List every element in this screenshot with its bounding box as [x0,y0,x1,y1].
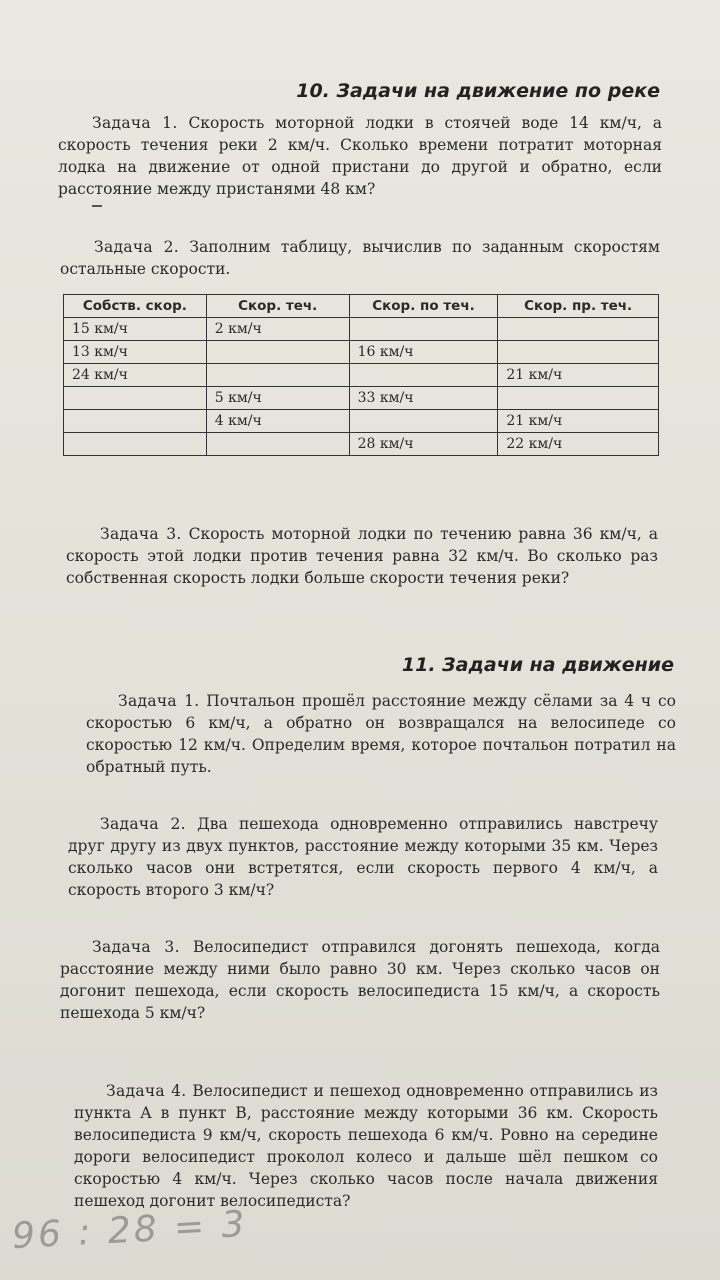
table-cell: 24 км/ч [64,364,207,387]
table-row [64,318,659,341]
task-label: Задача 2. [100,815,186,833]
table-cell [498,387,659,410]
task-label: Задача 3. [92,938,180,956]
table-cell: 21 км/ч [498,410,659,433]
section-11-task-4 [74,1080,658,1212]
task-label: Задача 3. [100,525,182,543]
task-text: Два пешехода одновременно отправились навстречу друг другу из двух пунктов, расстояние между которыми 35 км. Через сколько часов они встретятся, если скорость первого 4 км/ч, а скорость второго 3 км/ч? [68,815,658,899]
table-cell [206,364,349,387]
task-text: Почтальон прошёл расстояние между сёлами за 4 ч со скоростью 6 км/ч, а обратно он возвращался на велосипеде со скоростью 12 км/ч. Определим время, которое почтальон потратил на обратный путь. [86,692,676,776]
section-10-task-1 [58,112,662,200]
task-label: Задача 1. [92,114,178,132]
section-11-task-1 [86,690,676,778]
table-cell: 4 км/ч [206,410,349,433]
task-text: Велосипедист отправился догонять пешехода, когда расстояние между ними было равно 30 км. Через сколько часов он догонит пешехода, если скорость велосипедиста 15 км/ч, а скорость пешехода 5 км/ч? [60,938,660,1022]
table-cell [64,410,207,433]
handwritten-calculation: 96 : 28 = 3 [11,1203,249,1258]
task-text: Скорость моторной лодки по течению равна 36 км/ч, а скорость этой лодки против течения равна 32 км/ч. Во сколько раз собственная скорость лодки больше скорости течения реки? [66,525,658,587]
table-row [64,341,659,364]
section-11-title: 11. Задачи на движение [401,654,674,676]
column-header: Скор. теч. [206,295,349,318]
task-text: Заполним таблицу, вычислив по заданным скоростям остальные скорости. [60,238,660,278]
table-cell [64,433,207,456]
table-row [64,364,659,387]
table-row [64,410,659,433]
table-cell: 5 км/ч [206,387,349,410]
table-cell: 22 км/ч [498,433,659,456]
section-11-task-3 [60,936,660,1024]
speed-table [63,294,659,456]
table-cell [498,318,659,341]
column-header: Скор. по теч. [349,295,498,318]
table-row [64,433,659,456]
table-cell: 2 км/ч [206,318,349,341]
section-11-task-2 [68,813,658,901]
stray-dash-mark [92,205,102,207]
table-cell [349,364,498,387]
section-10-task-3 [66,523,658,589]
table-cell [206,341,349,364]
task-label: Задача 4. [106,1082,187,1100]
task-text: Велосипедист и пешеход одновременно отправились из пункта A в пункт B, расстояние между которыми 36 км. Скорость велосипедиста 9 км/ч, скорость пешехода 6 км/ч. Ровно на середине дороги велосипедист проколол колесо и дальше шёл пешком со скоростью 4 км/ч. Через сколько часов после начала движения пешеход догонит велосипедиста? [74,1082,658,1210]
table-cell: 21 км/ч [498,364,659,387]
table-cell [349,318,498,341]
table-cell: 15 км/ч [64,318,207,341]
section-10-title: 10. Задачи на движение по реке [296,80,660,102]
table-cell: 13 км/ч [64,341,207,364]
column-header: Собств. скор. [64,295,207,318]
table-cell: 28 км/ч [349,433,498,456]
table-cell [498,341,659,364]
table-cell [349,410,498,433]
table-cell: 33 км/ч [349,387,498,410]
table-cell: 16 км/ч [349,341,498,364]
task-text: Скорость моторной лодки в стоячей воде 14 км/ч, а скорость течения реки 2 км/ч. Сколько времени потратит моторная лодка на движение от одной пристани до другой и обратно, если расстояние между пристанями 48 км? [58,114,662,198]
table-cell [206,433,349,456]
column-header: Скор. пр. теч. [498,295,659,318]
table-header-row [64,295,659,318]
table-row [64,387,659,410]
table-cell [64,387,207,410]
task-label: Задача 2. [94,238,179,256]
task-label: Задача 1. [118,692,200,710]
section-10-task-2 [60,236,660,280]
